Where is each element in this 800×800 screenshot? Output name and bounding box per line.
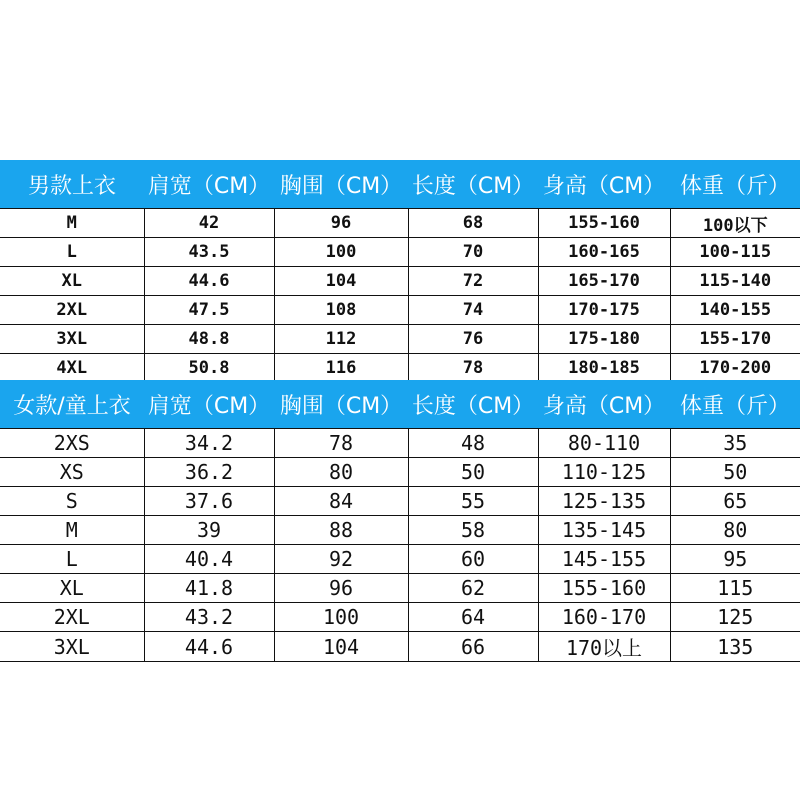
shoulder-cell: 36.2 bbox=[144, 458, 274, 487]
chest-cell: 78 bbox=[274, 429, 408, 458]
shoulder-cell: 44.6 bbox=[144, 267, 274, 296]
shoulder-cell: 43.5 bbox=[144, 238, 274, 267]
weight-cell: 50 bbox=[670, 458, 800, 487]
length-cell: 50 bbox=[408, 458, 538, 487]
height-cell: 155-160 bbox=[538, 209, 670, 238]
shoulder-cell: 44.6 bbox=[144, 632, 274, 662]
table-row bbox=[0, 238, 800, 267]
table-row bbox=[0, 296, 800, 325]
table-row bbox=[0, 209, 800, 238]
men-header-length: 长度（CM） bbox=[408, 160, 538, 209]
shoulder-cell: 40.4 bbox=[144, 545, 274, 574]
table-row bbox=[0, 354, 800, 383]
shoulder-cell: 41.8 bbox=[144, 574, 274, 603]
women-header-shoulder: 肩宽（CM） bbox=[144, 380, 274, 429]
women-header-category: 女款/童上衣 bbox=[0, 380, 144, 429]
length-cell: 76 bbox=[408, 325, 538, 354]
length-cell: 64 bbox=[408, 603, 538, 632]
height-cell: 145-155 bbox=[538, 545, 670, 574]
length-cell: 60 bbox=[408, 545, 538, 574]
shoulder-cell: 42 bbox=[144, 209, 274, 238]
shoulder-cell: 50.8 bbox=[144, 354, 274, 383]
size-cell: L bbox=[0, 238, 144, 267]
shoulder-cell: 47.5 bbox=[144, 296, 274, 325]
weight-cell: 115-140 bbox=[670, 267, 800, 296]
height-cell: 135-145 bbox=[538, 516, 670, 545]
weight-cell: 100-115 bbox=[670, 238, 800, 267]
length-cell: 62 bbox=[408, 574, 538, 603]
women-header-row bbox=[0, 380, 800, 429]
table-row bbox=[0, 487, 800, 516]
chest-cell: 108 bbox=[274, 296, 408, 325]
height-cell: 160-165 bbox=[538, 238, 670, 267]
women-header-weight: 体重（斤） bbox=[670, 380, 800, 429]
table-row bbox=[0, 603, 800, 632]
table-row bbox=[0, 458, 800, 487]
weight-cell: 80 bbox=[670, 516, 800, 545]
shoulder-cell: 37.6 bbox=[144, 487, 274, 516]
weight-cell: 135 bbox=[670, 632, 800, 662]
weight-cell: 100以下 bbox=[670, 209, 800, 238]
shoulder-cell: 34.2 bbox=[144, 429, 274, 458]
height-cell: 110-125 bbox=[538, 458, 670, 487]
height-cell: 170以上 bbox=[538, 632, 670, 662]
size-cell: 2XL bbox=[0, 603, 144, 632]
table-row bbox=[0, 545, 800, 574]
men-header-shoulder: 肩宽（CM） bbox=[144, 160, 274, 209]
chest-cell: 84 bbox=[274, 487, 408, 516]
size-cell: M bbox=[0, 516, 144, 545]
length-cell: 68 bbox=[408, 209, 538, 238]
size-cell: 2XS bbox=[0, 429, 144, 458]
length-cell: 66 bbox=[408, 632, 538, 662]
chest-cell: 100 bbox=[274, 238, 408, 267]
shoulder-cell: 48.8 bbox=[144, 325, 274, 354]
chest-cell: 80 bbox=[274, 458, 408, 487]
size-cell: 3XL bbox=[0, 325, 144, 354]
chest-cell: 100 bbox=[274, 603, 408, 632]
chest-cell: 96 bbox=[274, 209, 408, 238]
women-header-height: 身高（CM） bbox=[538, 380, 670, 429]
height-cell: 155-160 bbox=[538, 574, 670, 603]
chest-cell: 104 bbox=[274, 267, 408, 296]
women-header-chest: 胸围（CM） bbox=[274, 380, 408, 429]
chest-cell: 116 bbox=[274, 354, 408, 383]
shoulder-cell: 43.2 bbox=[144, 603, 274, 632]
women-header-length: 长度（CM） bbox=[408, 380, 538, 429]
chest-cell: 88 bbox=[274, 516, 408, 545]
height-cell: 180-185 bbox=[538, 354, 670, 383]
weight-cell: 95 bbox=[670, 545, 800, 574]
size-cell: XL bbox=[0, 267, 144, 296]
weight-cell: 35 bbox=[670, 429, 800, 458]
height-cell: 175-180 bbox=[538, 325, 670, 354]
men-header-weight: 体重（斤） bbox=[670, 160, 800, 209]
men-header-chest: 胸围（CM） bbox=[274, 160, 408, 209]
size-cell: S bbox=[0, 487, 144, 516]
length-cell: 74 bbox=[408, 296, 538, 325]
size-cell: 4XL bbox=[0, 354, 144, 383]
weight-cell: 65 bbox=[670, 487, 800, 516]
chest-cell: 112 bbox=[274, 325, 408, 354]
weight-cell: 170-200 bbox=[670, 354, 800, 383]
height-cell: 170-175 bbox=[538, 296, 670, 325]
size-cell: XS bbox=[0, 458, 144, 487]
length-cell: 48 bbox=[408, 429, 538, 458]
table-row bbox=[0, 574, 800, 603]
size-cell: 3XL bbox=[0, 632, 144, 662]
table-row bbox=[0, 632, 800, 662]
length-cell: 78 bbox=[408, 354, 538, 383]
length-cell: 58 bbox=[408, 516, 538, 545]
weight-cell: 115 bbox=[670, 574, 800, 603]
chest-cell: 96 bbox=[274, 574, 408, 603]
weight-cell: 155-170 bbox=[670, 325, 800, 354]
length-cell: 70 bbox=[408, 238, 538, 267]
size-cell: 2XL bbox=[0, 296, 144, 325]
weight-cell: 125 bbox=[670, 603, 800, 632]
height-cell: 165-170 bbox=[538, 267, 670, 296]
table-row bbox=[0, 325, 800, 354]
shoulder-cell: 39 bbox=[144, 516, 274, 545]
chest-cell: 92 bbox=[274, 545, 408, 574]
weight-cell: 140-155 bbox=[670, 296, 800, 325]
length-cell: 72 bbox=[408, 267, 538, 296]
length-cell: 55 bbox=[408, 487, 538, 516]
women-kids-size-table bbox=[0, 380, 800, 662]
size-cell: L bbox=[0, 545, 144, 574]
chest-cell: 104 bbox=[274, 632, 408, 662]
height-cell: 125-135 bbox=[538, 487, 670, 516]
men-size-table bbox=[0, 160, 800, 383]
height-cell: 80-110 bbox=[538, 429, 670, 458]
men-header-row bbox=[0, 160, 800, 209]
men-header-category: 男款上衣 bbox=[0, 160, 144, 209]
table-row bbox=[0, 516, 800, 545]
size-cell: M bbox=[0, 209, 144, 238]
height-cell: 160-170 bbox=[538, 603, 670, 632]
men-header-height: 身高（CM） bbox=[538, 160, 670, 209]
table-row bbox=[0, 429, 800, 458]
size-cell: XL bbox=[0, 574, 144, 603]
table-row bbox=[0, 267, 800, 296]
